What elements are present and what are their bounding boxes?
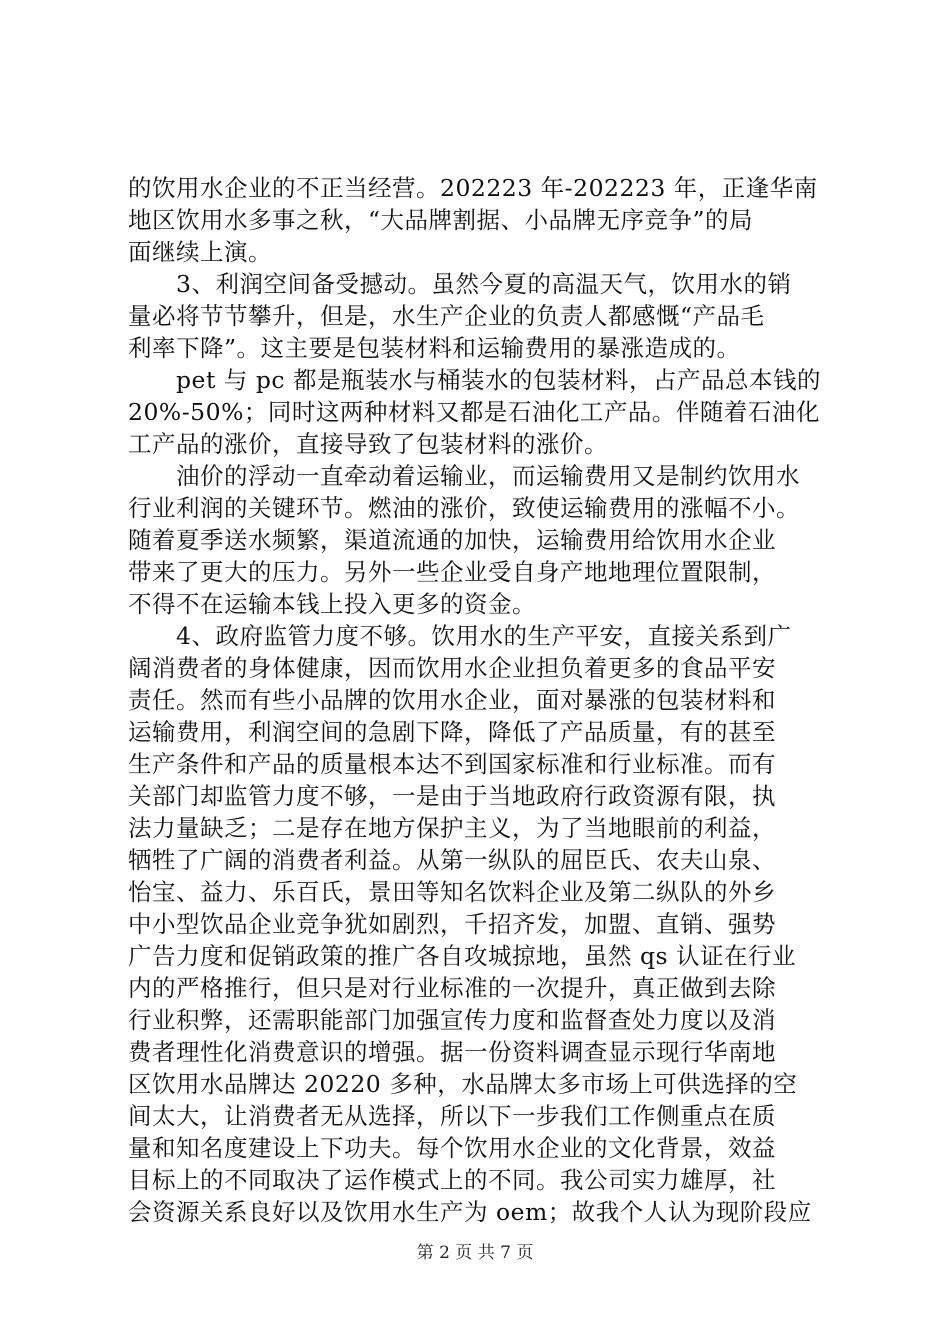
text-line: 随着夏季送水频繁，渠道流通的加快，运输费用给饮用水企业: [128, 526, 776, 554]
text-line: 内的严格推行，但只是对行业标准的一次提升，真正做到去除: [128, 974, 776, 1002]
text-line: 费者理性化消费意识的增强。据一份资料调查显示现行华南地: [128, 1038, 776, 1066]
text-line: 生产条件和产品的质量根本达不到国家标准和行业标准。而有: [128, 750, 776, 778]
text-line: 带来了更大的压力。另外一些企业受自身产地地理位置限制，: [128, 558, 776, 586]
document-body: [128, 172, 840, 1228]
text-line: 地区饮用水多事之秋，“大品牌割据、小品牌无序竞争”的局: [128, 206, 754, 234]
text-line: 区饮用水品牌达 20220 多种，水品牌太多市场上可供选择的空: [128, 1070, 798, 1098]
text-line: 4、政府监管力度不够。饮用水的生产平安，直接关系到广: [128, 622, 792, 650]
text-line: 利率下降”。这主要是包装材料和运输费用的暴涨造成的。: [128, 334, 741, 362]
text-line: 怡宝、益力、乐百氏，景田等知名饮料企业及第二纵队的外乡: [128, 878, 776, 906]
page-number-footer: 第 2 页 共 7 页: [416, 1243, 534, 1263]
text-line: 广告力度和促销政策的推广各自攻城掠地，虽然 qs 认证在行业: [128, 942, 797, 970]
text-line: 中小型饮品企业竞争犹如剧烈，千招齐发，加盟、直销、强势: [128, 910, 776, 938]
text-line: 责任。然而有些小品牌的饮用水企业，面对暴涨的包装材料和: [128, 686, 776, 714]
text-line: 运输费用，利润空间的急剧下降，降低了产品质量，有的甚至: [128, 718, 776, 746]
text-line: 3、利润空间备受撼动。虽然今夏的高温天气，饮用水的销: [128, 270, 792, 298]
text-line: 目标上的不同取决了运作模式上的不同。我公司实力雄厚，社: [128, 1166, 776, 1194]
text-line: 阔消费者的身体健康，因而饮用水企业担负着更多的食品平安: [128, 654, 776, 682]
text-line: 法力量缺乏；二是存在地方保护主义，为了当地眼前的利益，: [128, 814, 776, 842]
text-line: 不得不在运输本钱上投入更多的资金。: [128, 590, 536, 618]
text-line: 面继续上演。: [128, 238, 272, 266]
text-line: 的饮用水企业的不正当经营。202223 年-202223 年，正逢华南: [128, 174, 818, 202]
text-line: 20%-50%；同时这两种材料又都是石油化工产品。伴随着石油化: [128, 398, 820, 426]
text-line: 量必将节节攀升，但是，水生产企业的负责人都感慨“产品毛: [128, 302, 765, 330]
text-line: 行业积弊，还需职能部门加强宣传力度和监督查处力度以及消: [128, 1006, 776, 1034]
text-line: 工产品的涨价，直接导致了包装材料的涨价。: [128, 430, 608, 458]
text-line: 会资源关系良好以及饮用水生产为 oem；故我个人认为现阶段应: [128, 1198, 812, 1226]
text-line: 关部门却监管力度不够，一是由于当地政府行政资源有限，执: [128, 782, 776, 810]
text-line: pet 与 pc 都是瓶装水与桶装水的包装材料，占产品总本钱的: [128, 366, 822, 394]
text-line: 量和知名度建设上下功夫。每个饮用水企业的文化背景，效益: [128, 1134, 776, 1162]
text-line: 牺牲了广阔的消费者利益。从第一纵队的屈臣氏、农夫山泉、: [128, 846, 776, 874]
text-line: 油价的浮动一直牵动着运输业，而运输费用又是制约饮用水: [128, 462, 800, 490]
text-line: 行业利润的关键环节。燃油的涨价，致使运输费用的涨幅不小。: [128, 494, 800, 522]
text-line: 间太大，让消费者无从选择，所以下一步我们工作侧重点在质: [128, 1102, 776, 1130]
